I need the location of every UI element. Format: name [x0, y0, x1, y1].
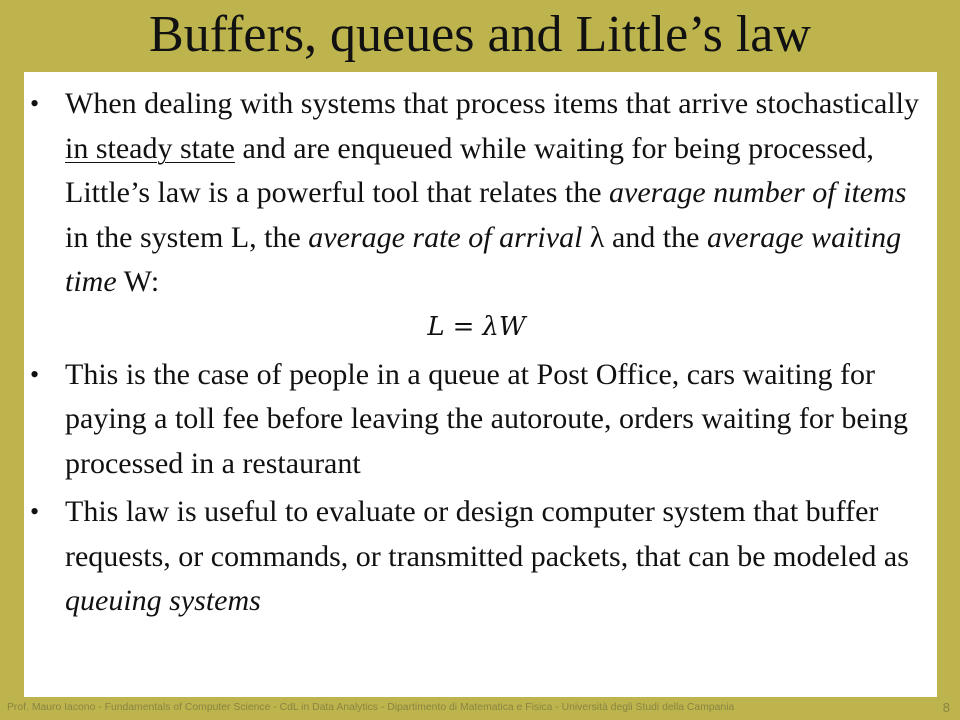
- page-number: 8: [942, 700, 950, 715]
- formula-operator: =: [452, 311, 475, 342]
- bullet-text: W:: [116, 265, 160, 298]
- bullet-marker: •: [30, 359, 40, 389]
- italic-text: average number of items: [609, 176, 907, 209]
- slide-title: Buffers, queues and Little’s law: [149, 6, 811, 63]
- bullet-text: This law is useful to evaluate or design computer system that buffer requests, or commands, or transmitted packets, that can be modeled as: [65, 495, 909, 573]
- underlined-text: in steady state: [65, 131, 235, 165]
- italic-text: average waiting time: [65, 220, 902, 298]
- bullet-item-littles-law: [24, 82, 937, 349]
- littles-law-formula: [24, 305, 929, 349]
- bullet-text: in the system L, the: [65, 220, 309, 254]
- content-panel: [24, 72, 937, 697]
- formula-lhs: L: [427, 311, 445, 342]
- bullet-item-usefulness: [24, 490, 937, 624]
- bullet-marker: •: [30, 89, 40, 118]
- bullet-marker: •: [30, 497, 40, 526]
- formula-rhs: λW: [482, 311, 526, 342]
- italic-text: average rate of arrival: [308, 220, 583, 254]
- slide-footer: Prof. Mauro Iacono - Fundamentals of Computer Science - CdL in Data Analytics - Dipartimento di Matematica e Fisica - Università degli Studi della Campania: [7, 702, 735, 713]
- bullet-item-examples: [24, 353, 937, 487]
- bullet-text: This is the case of people in a queue at Post Office, cars waiting for paying a toll fee before leaving the autoroute, orders waiting for being processed in a restaurant: [65, 357, 909, 480]
- italic-text: queuing systems: [65, 584, 261, 617]
- bullet-list: [24, 82, 937, 624]
- bullet-text: λ and the: [582, 220, 707, 254]
- bullet-text: When dealing with systems that process items that arrive stochastically: [65, 87, 919, 120]
- bullet-text: and are enqueued while waiting for being processed, Little’s law is a powerful tool that relates the: [65, 131, 874, 209]
